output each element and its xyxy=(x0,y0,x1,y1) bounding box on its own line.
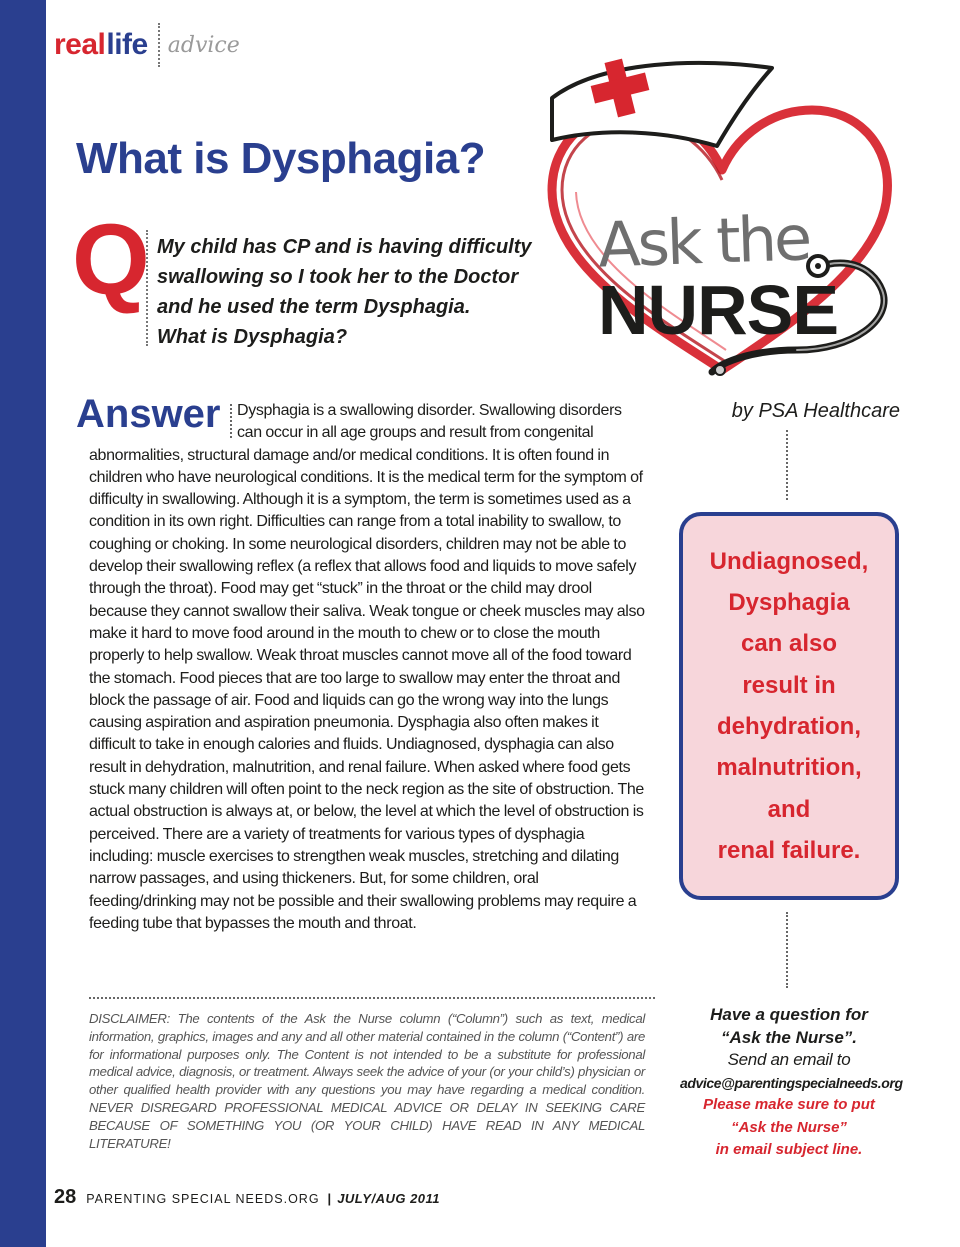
ask-the-nurse-logo xyxy=(512,50,932,410)
section-label: advice xyxy=(167,32,240,58)
brand-life: life xyxy=(106,28,148,61)
question-line: My child has CP and is having difficulty xyxy=(157,236,532,258)
contact-instruction: “Ask the Nurse” xyxy=(731,1118,847,1136)
pull-quote-line: malnutrition, xyxy=(716,754,862,782)
disclaimer-divider xyxy=(89,997,655,999)
contact-line: Send an email to xyxy=(727,1050,851,1069)
pull-quote-callout xyxy=(679,512,899,900)
page-spine-bar xyxy=(0,0,46,1247)
byline: by PSA Healthcare xyxy=(731,400,900,422)
contact-email: advice@parentingspecialneeds.org xyxy=(680,1074,903,1091)
page-number: 28 xyxy=(54,1186,77,1208)
answer-body: Dysphagia is a swallowing disorder. Swallowing disorders can occur in all age groups and result from congenital abnormalities, structural damage and/or medical conditions. It is often found in children who have neurological conditions. It is the medical term for the symptom of difficulty in swallowing. Although it is a symptom, the term is sometimes used as a condition in its own right. Difficulties can range from a total inability to swallow, to coughing or choking. In some neurological disorders, children may not be able to develop their swallowing reflex (a reflex that allows food and liquids to move safely through the throat). Food may get “stuck” in the throat or the child may drool because they cannot swallow their saliva. Weak tongue or cheek muscles may also make it hard to move food around in the mouth to chew or to close the mouth properly to help swallow. Weak throat muscles cannot move all of the food toward the stomach. Food pieces that are too large to swallow may enter the throat and block the passage of air. Food and liquids can go the wrong way into the lungs causing aspiration and aspiration pneumonia. Dysphagia also often makes it difficult to take in enough calories and fluids. Undiagnosed, dysphagia can also result in dehydration, malnutrition, and renal failure. When asked where food gets stuck many children will often point to the neck region as the site of obstruction. The actual obstruction is always at, or below, the level at which the level of obstruction is perceived. There are a variety of treatments for various types of dysphagia including: muscle exercises to strengthen weak muscles, stretching and dilating narrow passages, and using thickeners. But, for some children, oral feeding/drinking may not be possible and their swallowing problems may require a feeding tube that bypasses the mouth and throat. xyxy=(89,402,645,932)
page-footer xyxy=(54,1186,440,1209)
contact-instruction: in email subject line. xyxy=(715,1141,863,1158)
disclaimer-text: DISCLAIMER: The contents of the Ask the Nurse column (“Column”) such as text, medical information, graphics, images and any and all other material contained in the column (“Content”) are for informational purposes only. The Content is not intended to be a substitute for professional medical advice, diagnosis, or treatment. Always seek the advice of your (or your child’s) physician or other qualified health provider with any questions you may have regarding a medical condition. NEVER DISREGARD PROFESSIONAL MEDICAL ADVICE OR DELAY IN SEEKING CARE BECAUSE OF SOMETHING YOU (OR YOUR CHILD) HAVE READ IN ANY MEDICAL LITERATURE! xyxy=(89,1011,645,1151)
pull-quote-text xyxy=(689,541,889,871)
logo-nurse: NURSE xyxy=(598,271,839,349)
publication-name: PARENTING SPECIAL NEEDS.ORG xyxy=(86,1192,320,1206)
question-line: What is Dysphagia? xyxy=(157,326,348,348)
logo-ask-the: Ask the xyxy=(596,201,811,282)
issue-date: JULY/AUG 2011 xyxy=(337,1191,441,1206)
question-marker: Q xyxy=(72,204,150,316)
contact-instruction: Please make sure to put xyxy=(703,1096,875,1113)
question-line: and he used the term Dysphagia. xyxy=(157,296,471,318)
pull-quote-line: and xyxy=(767,795,811,823)
sidebar-divider-bottom xyxy=(786,912,788,988)
answer-label: Answer xyxy=(76,392,221,436)
pull-quote-line: Dysphagia xyxy=(728,589,850,617)
question-text xyxy=(157,232,537,352)
contact-line: Have a question for xyxy=(710,1005,868,1024)
contact-line: “Ask the Nurse”. xyxy=(720,1027,858,1047)
nurse-cap-icon xyxy=(552,63,772,146)
contact-box xyxy=(680,1004,903,1162)
brand-real: real xyxy=(54,28,106,61)
question-divider xyxy=(146,230,148,346)
pull-quote-line: can also xyxy=(740,630,838,658)
section-header xyxy=(54,22,240,68)
footer-separator: | xyxy=(327,1191,332,1206)
pull-quote-line: result in xyxy=(742,671,836,699)
question-line: swallowing so I took her to the Doctor xyxy=(157,266,519,288)
pull-quote-line: dehydration, xyxy=(716,713,861,740)
pull-quote-line: Undiagnosed, xyxy=(709,547,869,575)
sidebar-divider-top xyxy=(786,430,788,500)
article-title: What is Dysphagia? xyxy=(76,134,486,183)
header-divider xyxy=(158,23,160,67)
pull-quote-line: renal failure. xyxy=(717,836,861,864)
